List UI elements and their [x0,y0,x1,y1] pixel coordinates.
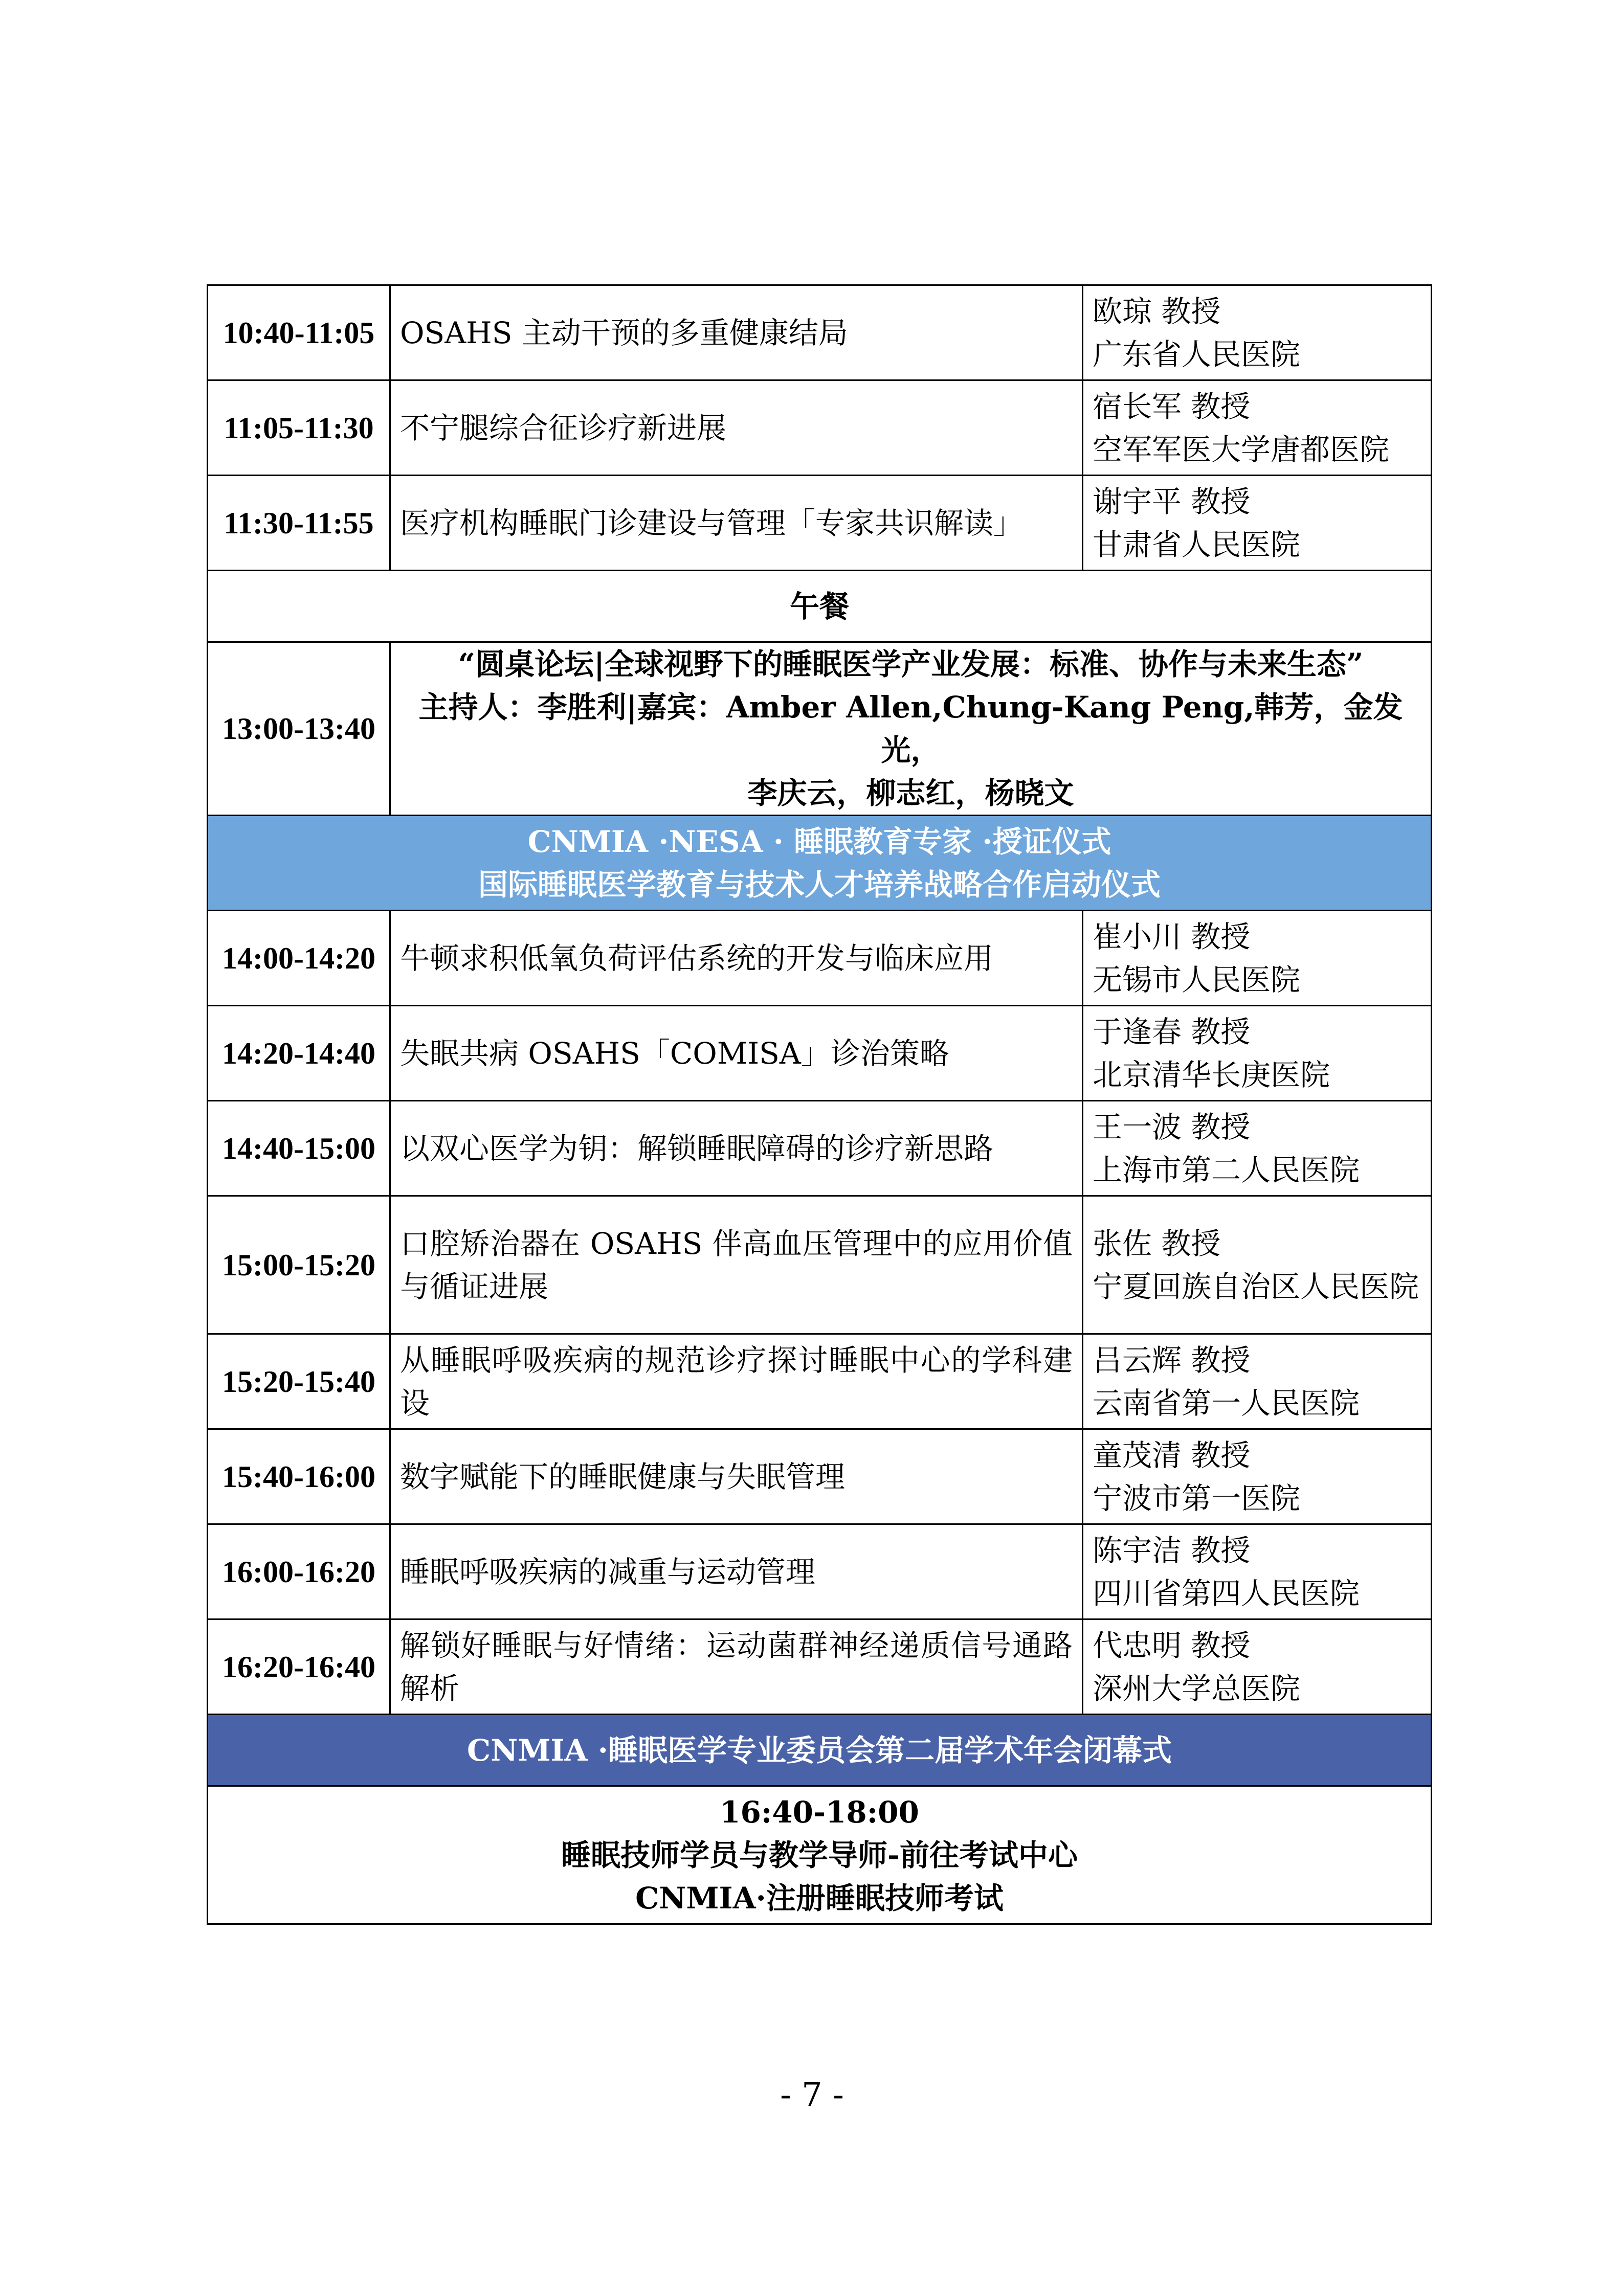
session-time: 10:40-11:05 [208,285,390,380]
session-topic: 失眠共病 OSAHS「COMISA」诊治策略 [390,1006,1083,1101]
session-time: 14:20-14:40 [208,1006,390,1101]
closing-banner: CNMIA ·睡眠医学专业委员会第二届学术年会闭幕式 [208,1715,1432,1786]
ceremony-title: CNMIA ·NESA · 睡眠教育专家 ·授证仪式 [527,824,1111,859]
session-speaker [1083,1619,1432,1715]
schedule-table [207,284,1432,1925]
speaker-name: 王一波 教授 [1093,1109,1251,1144]
session-topic: 数字赋能下的睡眠健康与失眠管理 [390,1429,1083,1524]
table-row [208,285,1432,380]
speaker-name: 陈宇洁 教授 [1093,1533,1251,1568]
session-speaker [1083,1101,1432,1196]
session-speaker [1083,380,1432,476]
session-topic: 解锁好睡眠与好情绪：运动菌群神经递质信号通路解析 [390,1619,1083,1715]
speaker-org: 甘肃省人民医院 [1093,527,1301,562]
session-topic: 医疗机构睡眠门诊建设与管理「专家共识解读」 [390,476,1083,571]
session-topic: OSAHS 主动干预的多重健康结局 [390,285,1083,380]
session-time: 15:40-16:00 [208,1429,390,1524]
exam-details [208,1786,1432,1924]
session-speaker [1083,1196,1432,1334]
session-time: 14:00-14:20 [208,911,390,1006]
table-row [208,1101,1432,1196]
session-speaker [1083,911,1432,1006]
table-row [208,476,1432,571]
speaker-org: 四川省第四人民医院 [1093,1575,1360,1611]
exam-title: CNMIA·注册睡眠技师考试 [635,1880,1004,1916]
speaker-name: 吕云辉 教授 [1093,1342,1251,1378]
table-row [208,1006,1432,1101]
exam-note: 睡眠技师学员与教学导师-前往考试中心 [561,1837,1078,1873]
speaker-name: 谢宇平 教授 [1093,484,1251,519]
lunch-row [208,571,1432,642]
speaker-name: 宿长军 教授 [1093,389,1251,424]
forum-guests-cont: 李庆云，柳志红，杨晓文 [747,776,1074,811]
speaker-org: 深州大学总医院 [1093,1671,1301,1706]
speaker-org: 北京清华长庚医院 [1093,1057,1330,1092]
session-speaker [1083,476,1432,571]
forum-time: 13:00-13:40 [208,642,390,816]
session-time: 14:40-15:00 [208,1101,390,1196]
forum-title: “圆桌论坛|全球视野下的睡眠医学产业发展：标准、协作与未来生态” [458,647,1364,682]
exam-time: 16:40-18:00 [720,1794,919,1830]
speaker-org: 空军军医大学唐都医院 [1093,432,1390,467]
speaker-name: 欧琼 教授 [1093,294,1221,329]
session-speaker [1083,1334,1432,1429]
table-row [208,380,1432,476]
session-topic: 从睡眠呼吸疾病的规范诊疗探讨睡眠中心的学科建设 [390,1334,1083,1429]
speaker-org: 云南省第一人民医院 [1093,1385,1360,1421]
exam-row [208,1786,1432,1924]
session-speaker [1083,1429,1432,1524]
session-speaker [1083,285,1432,380]
session-topic: 口腔矫治器在 OSAHS 伴高血压管理中的应用价值与循证进展 [390,1196,1083,1334]
table-row [208,1429,1432,1524]
ceremony-row [208,816,1432,911]
speaker-org: 宁夏回族自治区人民医院 [1093,1269,1419,1304]
speaker-name: 童茂清 教授 [1093,1437,1251,1473]
lunch-label: 午餐 [208,571,1432,642]
ceremony-subtitle: 国际睡眠医学教育与技术人才培养战略合作启动仪式 [478,867,1161,902]
session-topic: 牛顿求积低氧负荷评估系统的开发与临床应用 [390,911,1083,1006]
ceremony-banner [208,816,1432,911]
table-row [208,911,1432,1006]
table-row [208,1524,1432,1619]
speaker-name: 代忠明 教授 [1093,1628,1251,1663]
speaker-org: 广东省人民医院 [1093,336,1301,372]
speaker-org: 无锡市人民医院 [1093,962,1301,997]
speaker-name: 于逢春 教授 [1093,1014,1251,1049]
forum-row [208,642,1432,816]
table-row [208,1619,1432,1715]
session-speaker [1083,1524,1432,1619]
session-time: 16:00-16:20 [208,1524,390,1619]
forum-details [390,642,1432,816]
session-time: 15:00-15:20 [208,1196,390,1334]
session-speaker [1083,1006,1432,1101]
session-topic: 以双心医学为钥：解锁睡眠障碍的诊疗新思路 [390,1101,1083,1196]
closing-row [208,1715,1432,1786]
session-topic: 睡眠呼吸疾病的减重与运动管理 [390,1524,1083,1619]
session-time: 11:30-11:55 [208,476,390,571]
speaker-org: 宁波市第一医院 [1093,1480,1301,1516]
page-number: - 7 - [780,2076,844,2114]
table-row [208,1334,1432,1429]
table-row [208,1196,1432,1334]
session-time: 16:20-16:40 [208,1619,390,1715]
forum-host-guests: 主持人：李胜利|嘉宾：Amber Allen,Chung-Kang Peng,韩芳，金发光， [418,690,1403,768]
speaker-name: 崔小川 教授 [1093,919,1251,954]
session-time: 15:20-15:40 [208,1334,390,1429]
session-time: 11:05-11:30 [208,380,390,476]
speaker-name: 张佐 教授 [1093,1226,1221,1261]
session-topic: 不宁腿综合征诊疗新进展 [390,380,1083,476]
speaker-org: 上海市第二人民医院 [1093,1152,1360,1187]
